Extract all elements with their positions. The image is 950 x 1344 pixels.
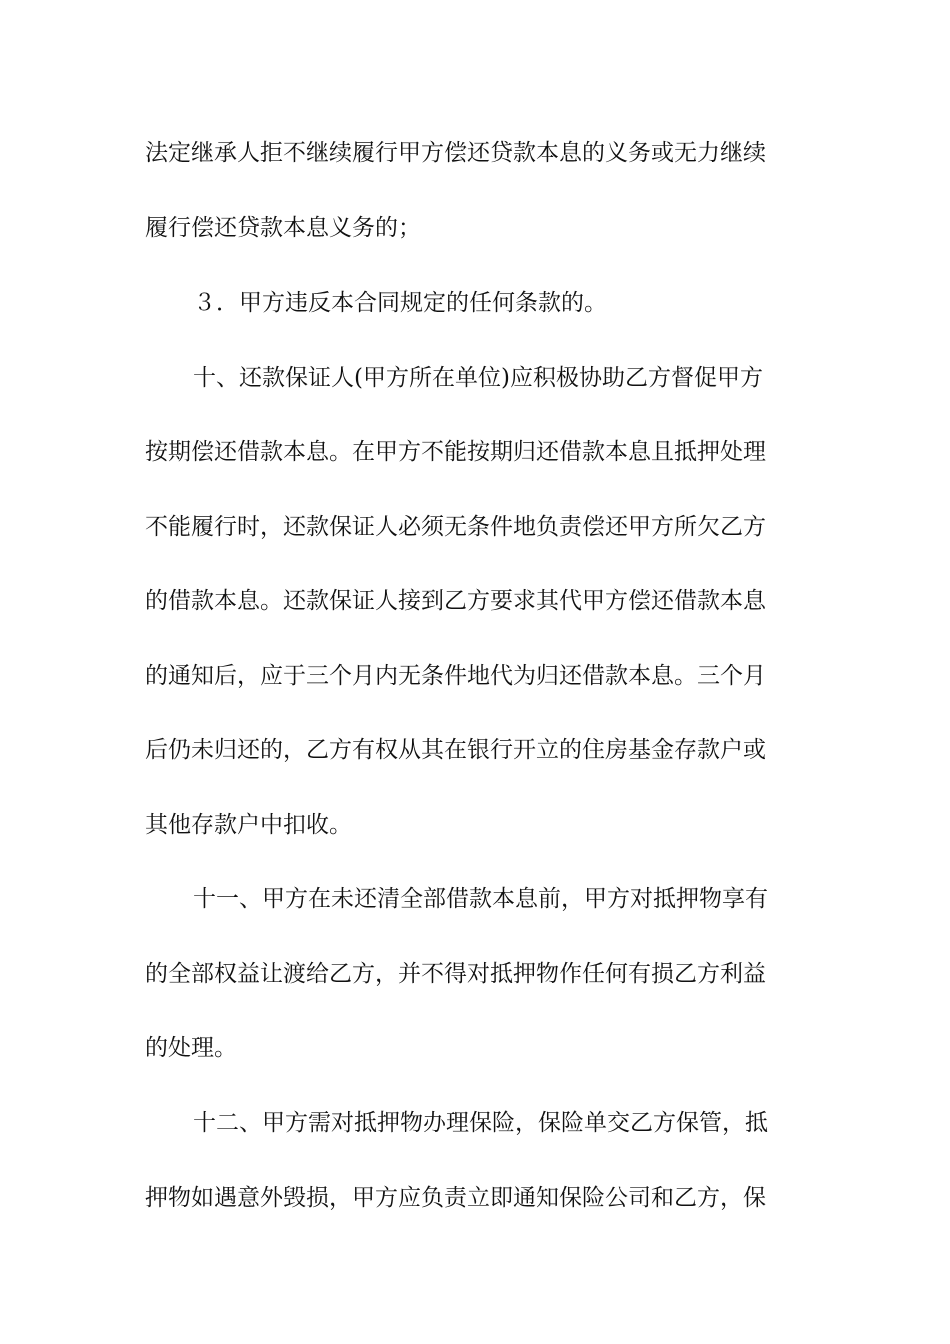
text-line: 其他存款户中扣收。	[145, 812, 352, 838]
text-line: 法定继承人拒不继续履行甲方偿还贷款本息的义务或无力继续	[145, 140, 766, 166]
text-line: 按期偿还借款本息。在甲方不能按期归还借款本息且抵押处理	[145, 439, 766, 465]
text-line: 的全部权益让渡给乙方，并不得对抵押物作任何有损乙方利益	[145, 961, 766, 987]
text-line: 十、还款保证人(甲方所在单位)应积极协助乙方督促甲方	[193, 365, 763, 391]
text-line: 的处理。	[145, 1035, 237, 1061]
text-line: 履行偿还贷款本息义务的；	[145, 215, 421, 241]
text-line: 十一、甲方在未还清全部借款本息前，甲方对抵押物享有	[193, 886, 768, 912]
text-line: 押物如遇意外毁损，甲方应负责立即通知保险公司和乙方，保	[145, 1185, 766, 1211]
text-line: ３．甲方违反本合同规定的任何条款的。	[193, 290, 607, 316]
text-line: 十二、甲方需对抵押物办理保险，保险单交乙方保管，抵	[193, 1110, 768, 1136]
text-line: 不能履行时，还款保证人必须无条件地负责偿还甲方所欠乙方	[145, 514, 766, 540]
text-line: 后仍未归还的，乙方有权从其在银行开立的住房基金存款户或	[145, 737, 766, 763]
text-line: 的借款本息。还款保证人接到乙方要求其代甲方偿还借款本息	[145, 588, 766, 614]
text-line: 的通知后，应于三个月内无条件地代为归还借款本息。三个月	[145, 663, 766, 689]
